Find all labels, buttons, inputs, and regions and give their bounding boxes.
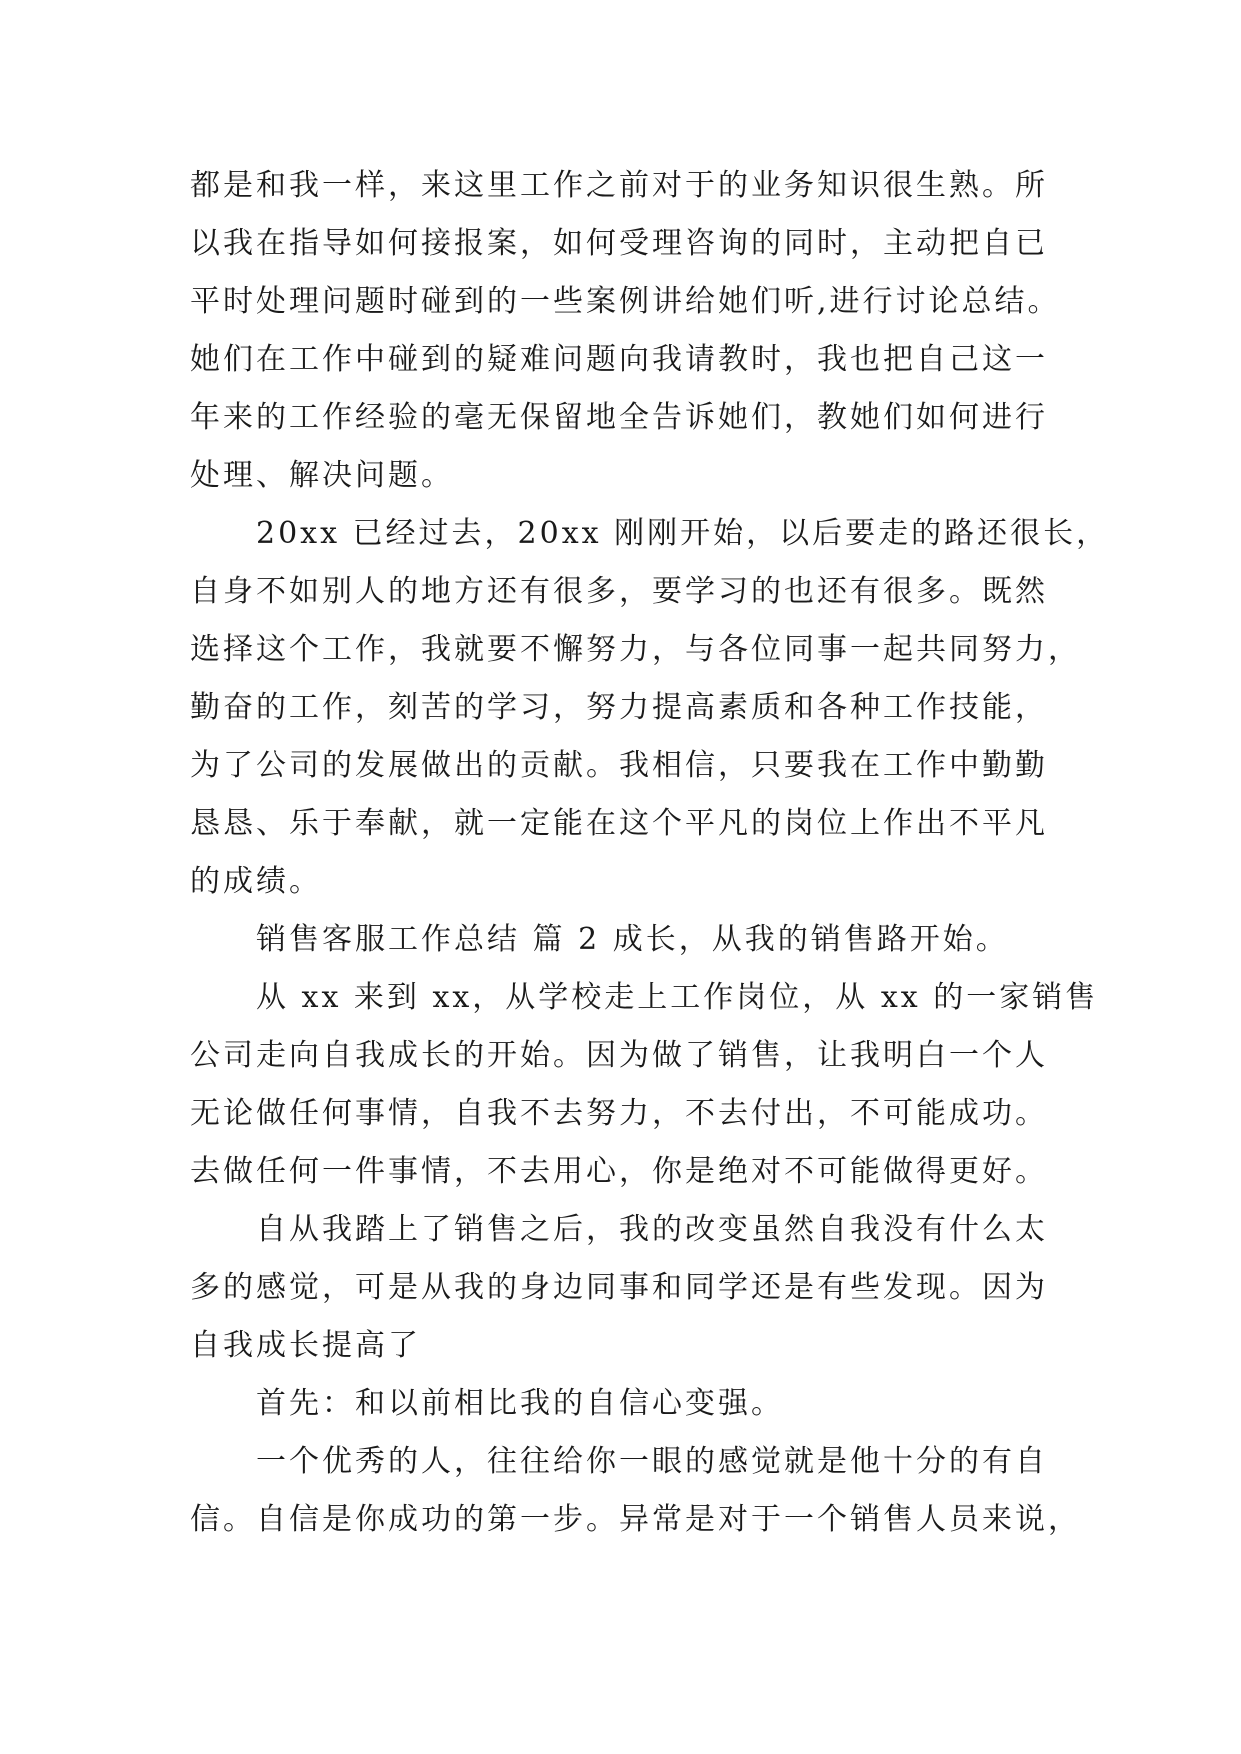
paragraph-line: 去做任何一件事情，不去用心，你是绝对不可能做得更好。	[190, 1154, 1048, 1189]
paragraph-line: 自从我踏上了销售之后，我的改变虽然自我没有什么太	[256, 1212, 1048, 1247]
paragraph-line: 为了公司的发展做出的贡献。我相信，只要我在工作中勤勤	[190, 748, 1048, 783]
paragraph-line: 自身不如别人的地方还有很多，要学习的也还有很多。既然	[190, 574, 1048, 609]
paragraph-line: 处理、解决问题。	[190, 458, 454, 493]
paragraph-line: 以我在指导如何接报案，如何受理咨询的同时，主动把自已	[190, 226, 1048, 261]
paragraph-line: 年来的工作经验的毫无保留地全告诉她们，教她们如何进行	[190, 400, 1048, 435]
paragraph-line: 自我成长提高了	[190, 1328, 421, 1363]
paragraph-line: 无论做任何事情，自我不去努力，不去付出，不可能成功。	[190, 1096, 1048, 1131]
paragraph-line: 信。自信是你成功的第一步。异常是对于一个销售人员来说，	[190, 1502, 1081, 1537]
paragraph-line: 勤奋的工作，刻苦的学习，努力提高素质和各种工作技能，	[190, 690, 1048, 725]
paragraph-line: 选择这个工作，我就要不懈努力，与各位同事一起共同努力，	[190, 632, 1081, 667]
paragraph-line: 平时处理问题时碰到的一些案例讲给她们听,进行讨论总结。	[190, 284, 1061, 319]
paragraph-line: 恳恳、乐于奉献，就一定能在这个平凡的岗位上作出不平凡	[190, 806, 1048, 841]
section-heading-line: 销售客服工作总结 篇 2 成长，从我的销售路开始。	[256, 922, 1009, 957]
paragraph-line: 一个优秀的人，往往给你一眼的感觉就是他十分的有自	[256, 1444, 1048, 1479]
paragraph-line: 都是和我一样，来这里工作之前对于的业务知识很生熟。所	[190, 168, 1048, 203]
paragraph-line: 从 xx 来到 xx，从学校走上工作岗位，从 xx 的一家销售	[256, 980, 1099, 1015]
paragraph-line: 20xx 已经过去，20xx 刚刚开始，以后要走的路还很长，	[256, 516, 1110, 551]
paragraph-line: 公司走向自我成长的开始。因为做了销售，让我明白一个人	[190, 1038, 1048, 1073]
paragraph-line: 多的感觉，可是从我的身边同事和同学还是有些发现。因为	[190, 1270, 1048, 1305]
paragraph-line: 首先：和以前相比我的自信心变强。	[256, 1386, 784, 1421]
paragraph-line: 的成绩。	[190, 864, 322, 899]
paragraph-line: 她们在工作中碰到的疑难问题向我请教时，我也把自己这一	[190, 342, 1048, 377]
